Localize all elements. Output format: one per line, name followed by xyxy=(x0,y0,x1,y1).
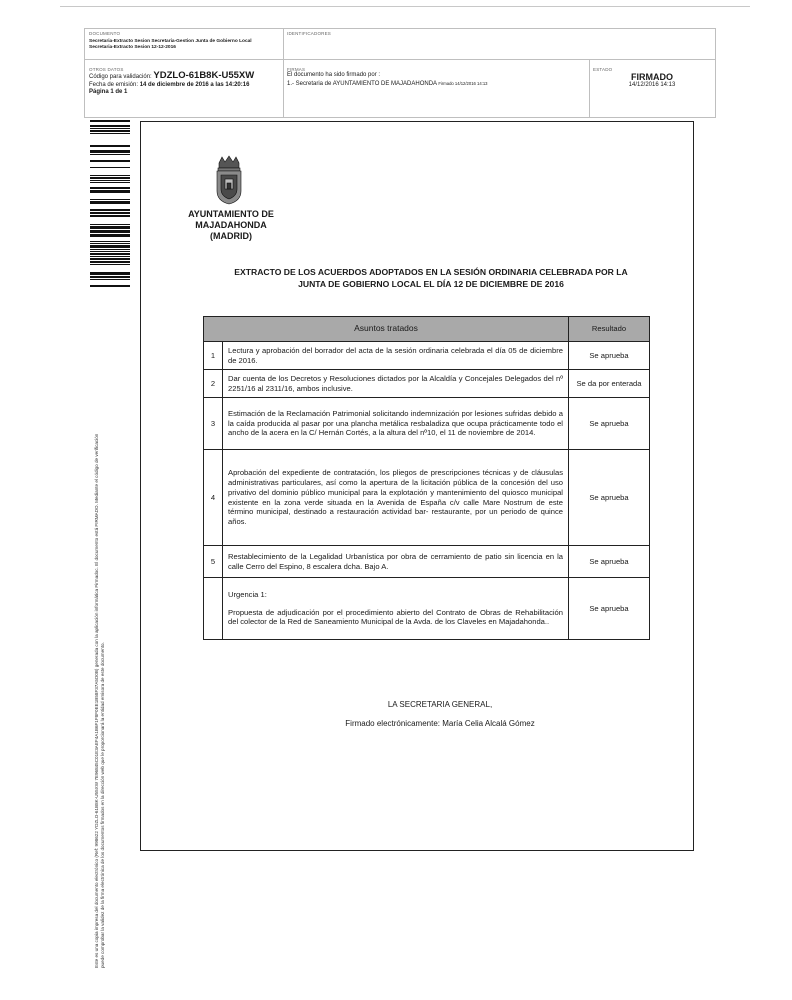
row-subject: Restablecimiento de la Legalidad Urbanística por obra de cerramiento de patio sin licencia en la calle Cerro del Espino, 8 escalera dcha. Bajo A. xyxy=(223,546,569,578)
row-subject: Dar cuenta de los Decretos y Resoluciones dictados por la Alcaldía y Concejales Delegados del nº 2251/16 al 2311/16, ambos inclusive. xyxy=(223,370,569,398)
signature-name: Firmado electrónicamente: María Celia Alcalá Gómez xyxy=(345,719,535,728)
header-asuntos: Asuntos tratados xyxy=(204,317,569,342)
codigo-label: Código para validación: xyxy=(89,74,152,80)
row-result: Se aprueba xyxy=(569,578,650,640)
emission-date: 14 de diciembre de 2016 a las 14:20:16 xyxy=(139,81,250,88)
table-row xyxy=(204,342,650,370)
coat-of-arms-icon xyxy=(211,155,247,205)
estado-label: ESTADO xyxy=(593,67,613,72)
table-row xyxy=(204,398,650,450)
firmas-label: FIRMAS xyxy=(287,67,306,72)
fecha-label: Fecha de emisión: xyxy=(89,81,139,88)
firmas-cell xyxy=(283,59,589,117)
row-subject xyxy=(223,578,569,640)
signature-metadata-box xyxy=(84,28,716,118)
organization-line: (MADRID) xyxy=(210,231,252,241)
verification-note-line: Este es una copia impresa del documento electrónico (Ref: 998622 YDZLO-61B8K-U55XW 7E96845C01E3AEF4A1B6F1F8F0EE1B58F37A5D0B) generada con la aplicación informática Firmadoc. El documento está FIRMADO. Mediante el código de verificación xyxy=(94,433,99,968)
estado-cell xyxy=(589,59,715,117)
identificadores-label: IDENTIFICADORES xyxy=(287,31,332,36)
urgencia-text: Propuesta de adjudicación por el procedimiento abierto del Contrato de Obras de Rehabilitación del colector de la Red de Saneamiento Municipal de la Avda. de los Claveles en Majadahonda.. xyxy=(228,607,563,627)
signed-by-text: El documento ha sido firmado por : xyxy=(287,72,381,78)
signer-prefix: 1.- Secretaria de xyxy=(287,80,332,87)
documento-cell xyxy=(85,29,283,59)
row-number: 5 xyxy=(204,546,223,578)
documento-line: Secretaria-Extracto Sesion Secretaria-Gestion Junta de Gobierno Local xyxy=(89,39,252,44)
row-result: Se aprueba xyxy=(569,398,650,450)
urgencia-heading: Urgencia 1: xyxy=(228,589,267,599)
organization-name xyxy=(176,209,286,242)
title-line: JUNTA DE GOBIERNO LOCAL EL DÍA 12 DE DICIEMBRE DE 2016 xyxy=(298,279,564,289)
row-number: 2 xyxy=(204,370,223,398)
organization-line: AYUNTAMIENTO DE xyxy=(188,209,274,219)
row-result: Se aprueba xyxy=(569,450,650,546)
row-number: 4 xyxy=(204,450,223,546)
verification-note xyxy=(94,288,106,968)
verification-note-line: puede comprobar la validez de la firma electrónica de los documentos firmados en la dirección web que le proporcionará la entidad emisora de este documento. xyxy=(100,642,105,968)
documento-label: DOCUMENTO xyxy=(89,31,121,36)
page-count: Página 1 de 1 xyxy=(89,89,128,95)
signer-entity: AYUNTAMIENTO DE MAJADAHONDA xyxy=(332,80,437,87)
barcode-image xyxy=(90,120,130,290)
table-row xyxy=(204,450,650,546)
row-subject: Estimación de la Reclamación Patrimonial solicitando indemnización por lesiones sufridas debido a la caída producida al pasar por una plancha metálica resbaladiza que ocupa prácticamente todo el ancho de la acera en la C/ Hernán Cortés, a la altura del nº10, el 11 de noviembre de 2014. xyxy=(223,398,569,450)
document-title xyxy=(196,266,666,290)
table-row xyxy=(204,546,650,578)
documento-line: Secretaria-Extracto Sesion 12-12-2016 xyxy=(89,45,176,50)
otros-datos-cell xyxy=(85,59,283,117)
signer-date: Firmado 14/12/2016 14:13 xyxy=(438,80,488,86)
otros-datos-label: OTROS DATOS xyxy=(89,67,124,72)
status-badge: FIRMADO xyxy=(631,72,673,82)
identificadores-cell xyxy=(283,29,715,59)
header-resultado: Resultado xyxy=(569,317,650,342)
table-row xyxy=(204,370,650,398)
organization-line: MAJADAHONDA xyxy=(195,220,267,230)
row-result: Se aprueba xyxy=(569,342,650,370)
row-subject: Aprobación del expediente de contratación, los pliegos de prescripciones técnicas y de cláusulas administrativas particulares, así como la apertura de la licitación pública de la concesión del uso privativo del dominio público municipal para la explotación y mantenimiento del quiosco municipal existente en la zona verde situada en la Avenida de España c/v calle Mare Nostrum de este término municipal, destinado a restauración actividad bar- restaurante, por un periodo de quince años. xyxy=(223,450,569,546)
row-number: 3 xyxy=(204,398,223,450)
title-line: EXTRACTO DE LOS ACUERDOS ADOPTADOS EN LA SESIÓN ORDINARIA CELEBRADA POR LA xyxy=(234,267,628,277)
row-result: Se aprueba xyxy=(569,546,650,578)
table-header-row xyxy=(204,317,650,342)
row-number: 1 xyxy=(204,342,223,370)
validation-code: YDZLO-61B8K-U55XW xyxy=(153,70,255,81)
row-number xyxy=(204,578,223,640)
table-row xyxy=(204,578,650,640)
agreements-table xyxy=(203,316,650,640)
status-date: 14/12/2016 14:13 xyxy=(628,82,676,88)
signature-block xyxy=(290,700,590,729)
scan-edge xyxy=(60,6,750,7)
signature-title: LA SECRETARIA GENERAL, xyxy=(387,700,493,709)
row-subject: Lectura y aprobación del borrador del acta de la sesión ordinaria celebrada el día 05 de diciembre de 2016. xyxy=(223,342,569,370)
row-result: Se da por enterada xyxy=(569,370,650,398)
